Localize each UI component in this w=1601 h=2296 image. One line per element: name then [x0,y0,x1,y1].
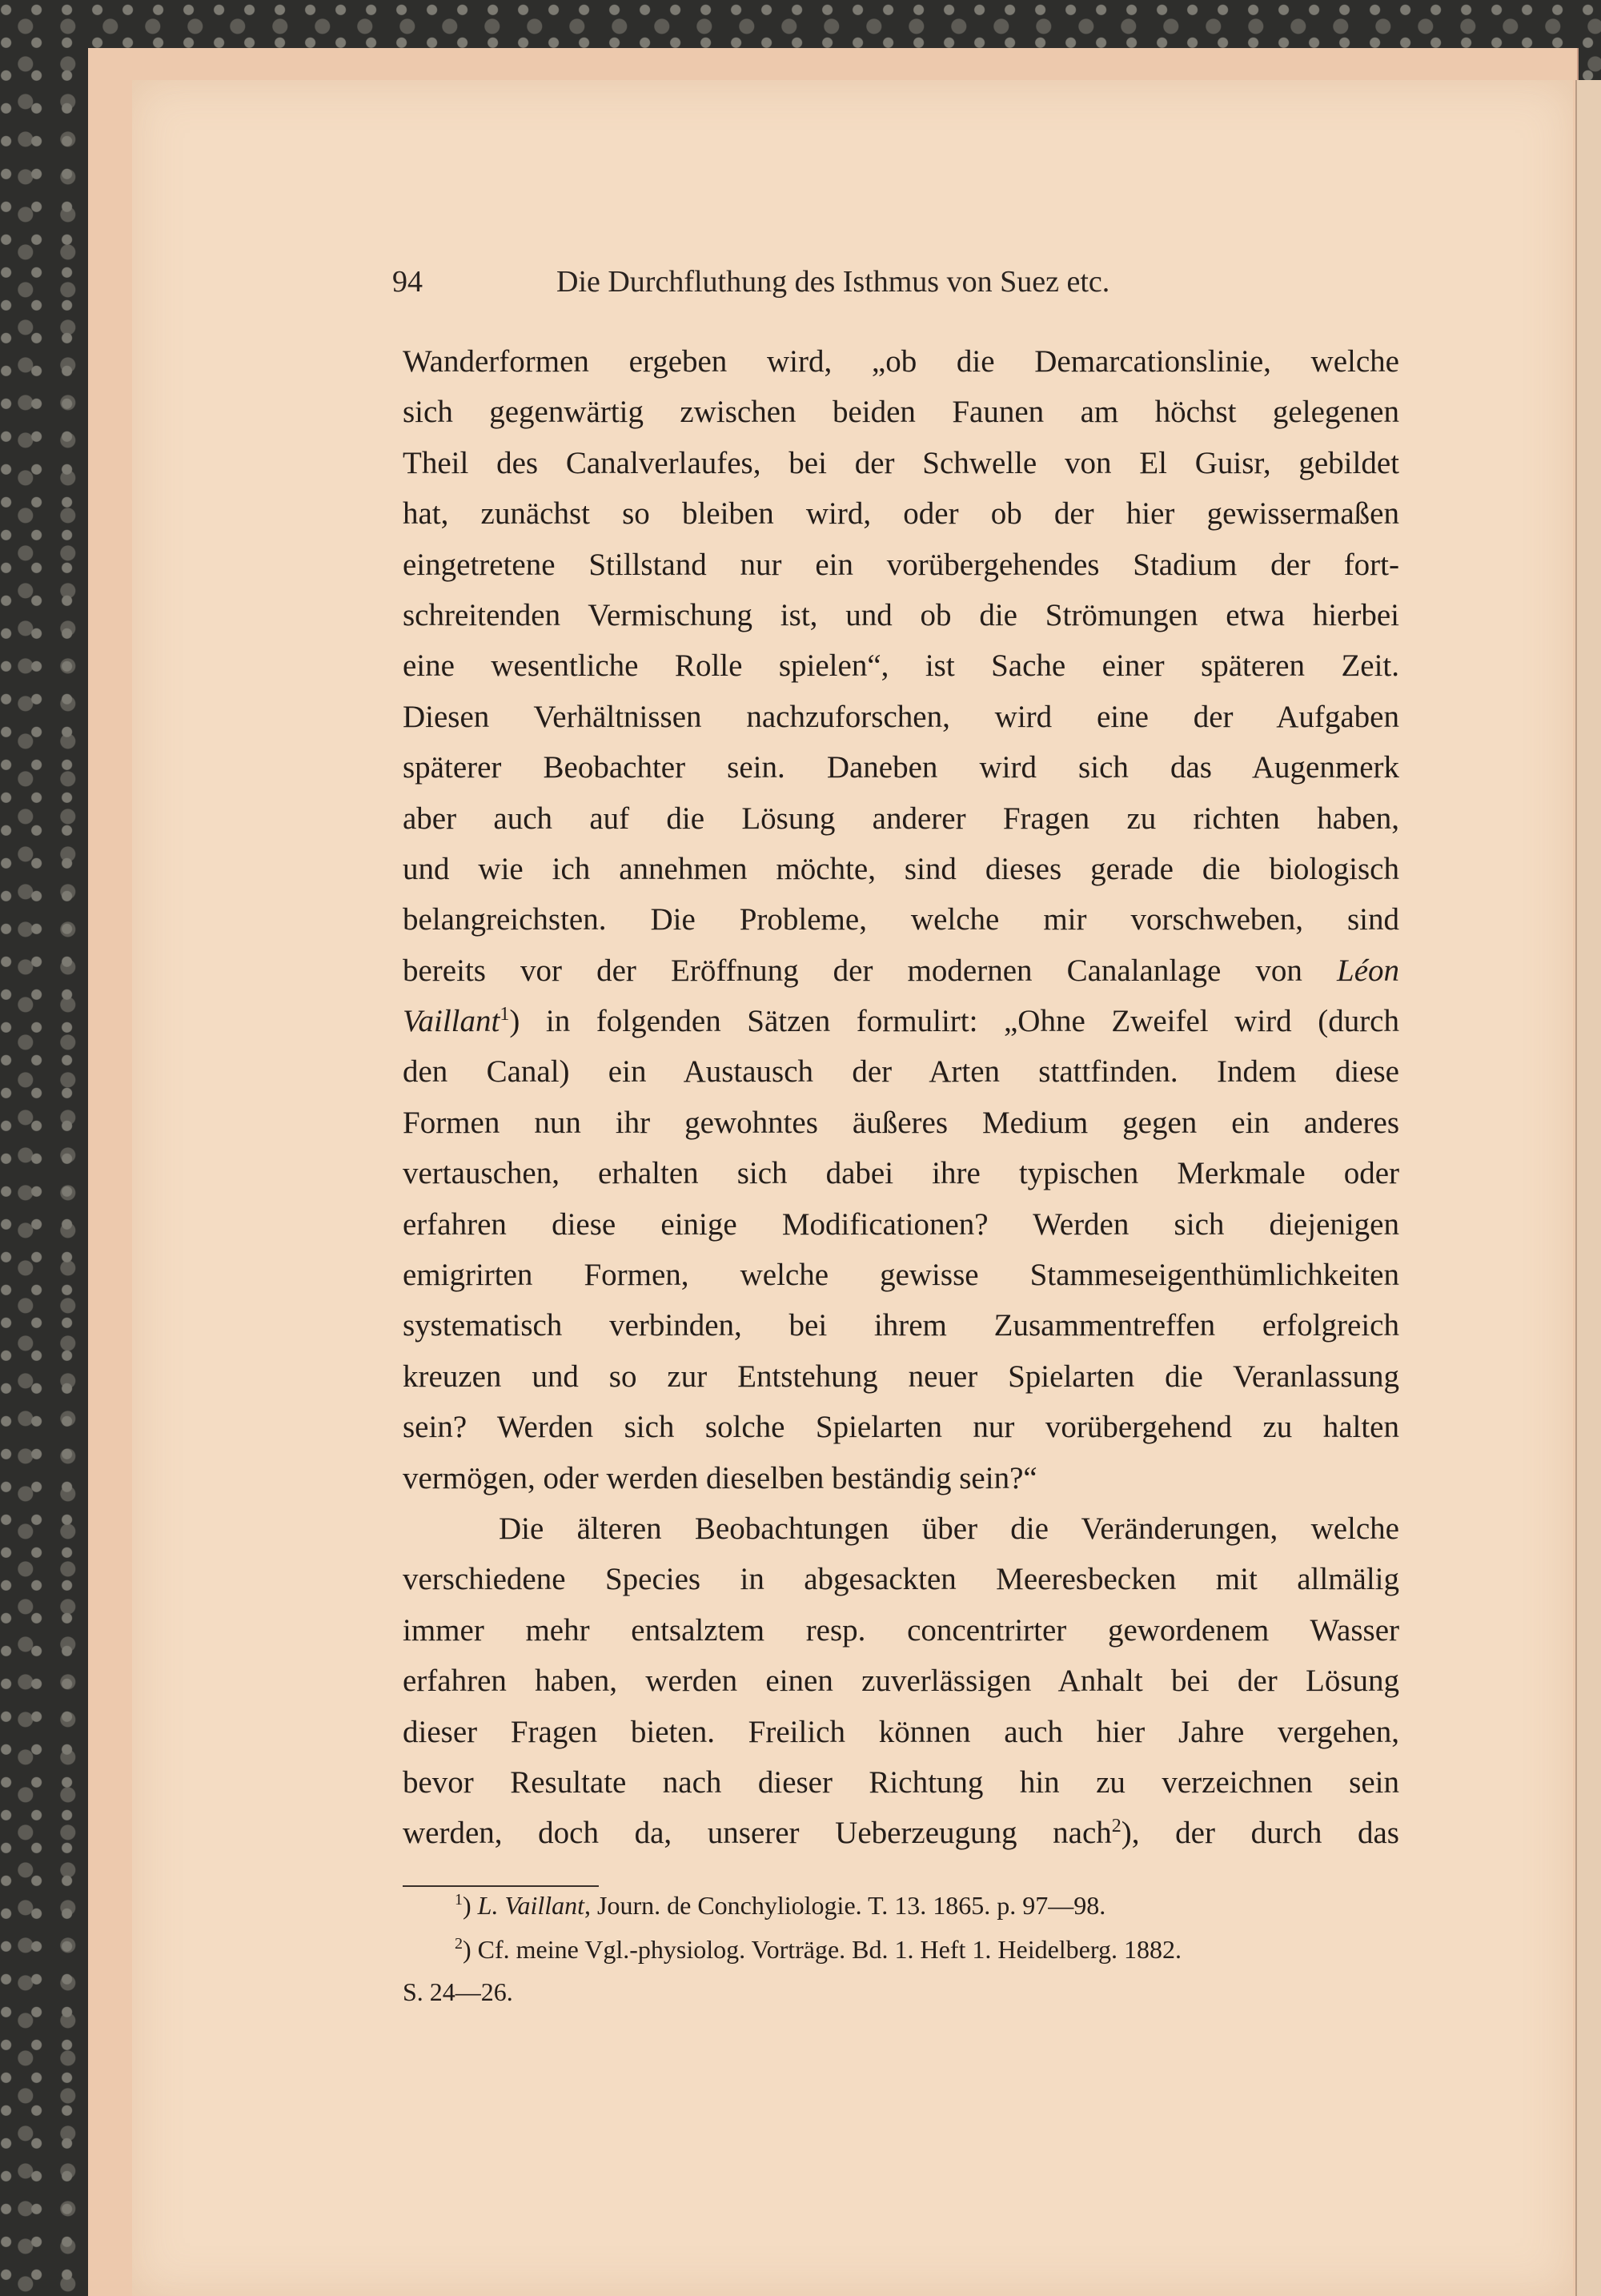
text-line: schreitenden Vermischung ist, und ob die Strömungen etwa hierbei [403,597,1399,632]
text-line: Diesen Verhältnissen nachzuforschen, wird eine der Aufgaben [403,699,1399,734]
facing-page-edge [1575,80,1601,2296]
text-line: Formen nun ihr gewohntes äußeres Medium gegen ein anderes [403,1105,1399,1140]
text-line [403,996,1399,1046]
text-segment: bereits vor der Eröffnung der modernen Canalanlage von [403,953,1302,988]
text-line: hat, zunächst so bleiben wird, oder ob der hier gewissermaßen [403,496,1399,532]
footnote-2-continuation: S. 24—26. [403,1977,513,2006]
text-line: sich gegenwärtig zwischen beiden Faunen am höchst gelegenen [403,395,1399,430]
footnote-author: L. Vaillant [477,1891,585,1920]
text-line: emigrirten Formen, welche gewisse Stammeseigenthümlichkeiten [403,1258,1399,1293]
footnote-divider [403,1885,599,1887]
text-line: eingetretene Stillstand nur ein vorübergehendes Stadium der fort- [403,547,1399,582]
text-line: sein? Werden sich solche Spielarten nur vorübergehend zu halten [403,1410,1399,1445]
text-line: und wie ich annehmen möchte, sind dieses gerade die biologisch [403,851,1399,886]
text-line: Die älteren Beobachtungen über die Veränderungen, welche [499,1511,1399,1546]
text-line: kreuzen und so zur Entstehung neuer Spielarten die Veranlassung [403,1359,1399,1394]
footnote-text: , Journ. de Conchyliologie. T. 13. 1865. p. 97—98. [584,1891,1106,1920]
text-line: den Canal) ein Austausch der Arten stattfinden. Indem diese [403,1054,1399,1090]
text-line: systematisch verbinden, bei ihrem Zusammentreffen erfolgreich [403,1308,1399,1343]
text-line [403,1808,1399,1858]
text-segment: werden, doch da, unserer Ueberzeugung nach [403,1816,1112,1851]
footnote-text: ) Cf. meine Vgl.-physiolog. Vorträge. Bd. 1. Heft 1. Heidelberg. 1882. [463,1935,1182,1964]
running-title: Die Durchfluthung des Isthmus von Suez etc. [556,265,1110,299]
text-segment: ), der durch das [1121,1816,1399,1851]
text-line: erfahren haben, werden einen zuverlässigen Anhalt bei der Lösung [403,1664,1399,1699]
author-name-italic: Vaillant [403,1004,500,1039]
text-line [403,945,1399,996]
author-name-italic: Léon [1337,953,1400,988]
footnote-ref-2[interactable]: 2 [1111,1816,1122,1837]
text-line: dieser Fragen bieten. Freilich können auch hier Jahre vergehen, [403,1714,1399,1749]
text-line: belangreichsten. Die Probleme, welche mir vorschweben, sind [403,902,1399,937]
text-line: verschiedene Species in abgesackten Meeresbecken mit allmälig [403,1562,1399,1597]
text-line: Wanderformen ergeben wird, „ob die Demarcationslinie, welche [403,344,1399,379]
footnote-ref-1[interactable]: 1 [500,1004,510,1026]
footnote-1: $^1$) L. Vaillant, Journ. de Conchyliologie. T. 13. 1865. p. 97—98. [455,1891,1106,1920]
footnote-marker: 2 [455,1935,463,1953]
text-line: vermögen, oder werden dieselben beständig sein?“ [403,1460,1037,1495]
text-line: vertauschen, erhalten sich dabei ihre typischen Merkmale oder [403,1156,1399,1191]
footnote-2 [403,1935,1399,1965]
text-line: erfahren diese einige Modificationen? Werden sich diejenigen [403,1206,1399,1242]
text-segment: ) in folgenden Sätzen formulirt: „Ohne Zweifel wird (durch [509,1004,1399,1039]
footnote-marker: 1 [455,1891,463,1909]
body-text [403,336,1399,1859]
text-line: aber auch auf die Lösung anderer Fragen zu richten haben, [403,801,1399,836]
text-line: eine wesentliche Rolle spielen“, ist Sache einer späteren Zeit. [403,648,1399,684]
text-line: späterer Beobachter sein. Daneben wird sich das Augenmerk [403,750,1399,785]
text-line: bevor Resultate nach dieser Richtung hin zu verzeichnen sein [403,1764,1399,1800]
page-number: 94 [392,265,423,299]
text-line: Theil des Canalverlaufes, bei der Schwelle von El Guisr, gebildet [403,445,1399,480]
running-header [392,264,1110,299]
text-line: immer mehr entsalztem resp. concentrirter gewordenem Wasser [403,1612,1399,1648]
